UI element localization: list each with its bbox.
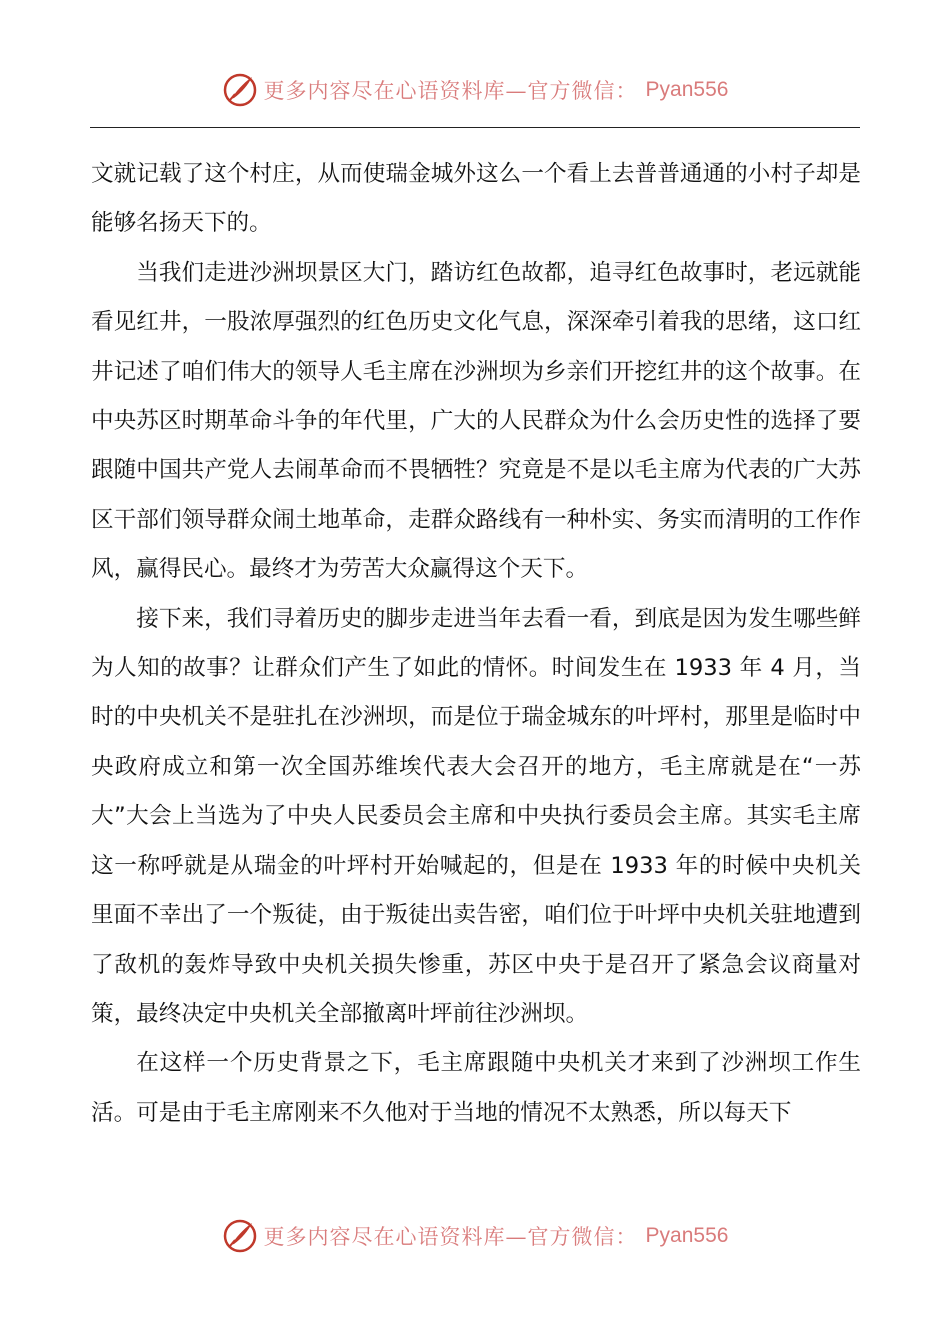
paragraph: 文就记载了这个村庄，从而使瑞金城外这么一个看上去普普通通的小村子却是能够名扬天下的。 <box>91 161 861 237</box>
paragraph: 当我们走进沙洲坝景区大门，踏访红色故都，追寻红色故事时，老远就能看见红井，一股浓厚强烈的红色历史文化气息，深深牵引着我的思绪，这口红井记述了咱们伟大的领导人毛主席在沙洲坝为乡亲们开挖红井的这个故事。在中央苏区时期革命斗争的年代里，广大的人民群众为什么会历史性的选择了要跟随中国共产党人去闹革命而不畏牺牲？究竟是不是以毛主席为代表的广大苏区干部们领导群众闹土地革命，走群众路线有一种朴实、务实而清明的工作作风，赢得民心。最终才为劳苦大众赢得这个天下。 <box>91 259 861 583</box>
document-body <box>91 150 861 1138</box>
header-divider <box>90 127 860 128</box>
watermark-wechat-id: Pyan556 <box>645 78 729 101</box>
footer-watermark <box>0 1218 950 1254</box>
watermark-text: 更多内容尽在心语资料库—官方微信： <box>263 79 638 103</box>
quill-logo-icon <box>222 1218 258 1254</box>
watermark-text: 更多内容尽在心语资料库—官方微信： <box>263 1225 638 1249</box>
header-watermark <box>0 72 950 108</box>
paragraph: 接下来，我们寻着历史的脚步走进当年去看一看，到底是因为发生哪些鲜为人知的故事？让群众们产生了如此的情怀。时间发生在 1933 年 4 月，当时的中央机关不是驻扎在沙洲坝，而是位于瑞金城东的叶坪村，那里是临时中央政府成立和第一次全国苏维埃代表大会召开的地方，毛主席就是在“一苏大”大会上当选为了中央人民委员会主席和中央执行委员会主席。其实毛主席这一称呼就是从瑞金的叶坪村开始喊起的，但是在 1933 年的时候中央机关里面不幸出了一个叛徒，由于叛徒出卖告密，咱们位于叶坪中央机关驻地遭到了敌机的轰炸导致中央机关损失惨重，苏区中央于是召开了紧急会议商量对策，最终决定中央机关全部撤离叶坪前往沙洲坝。 <box>91 605 861 1027</box>
watermark-wechat-id: Pyan556 <box>645 1224 729 1247</box>
quill-logo-icon <box>222 72 258 108</box>
paragraph: 在这样一个历史背景之下，毛主席跟随中央机关才来到了沙洲坝工作生活。可是由于毛主席刚来不久他对于当地的情况不太熟悉，所以每天下 <box>91 1050 861 1126</box>
